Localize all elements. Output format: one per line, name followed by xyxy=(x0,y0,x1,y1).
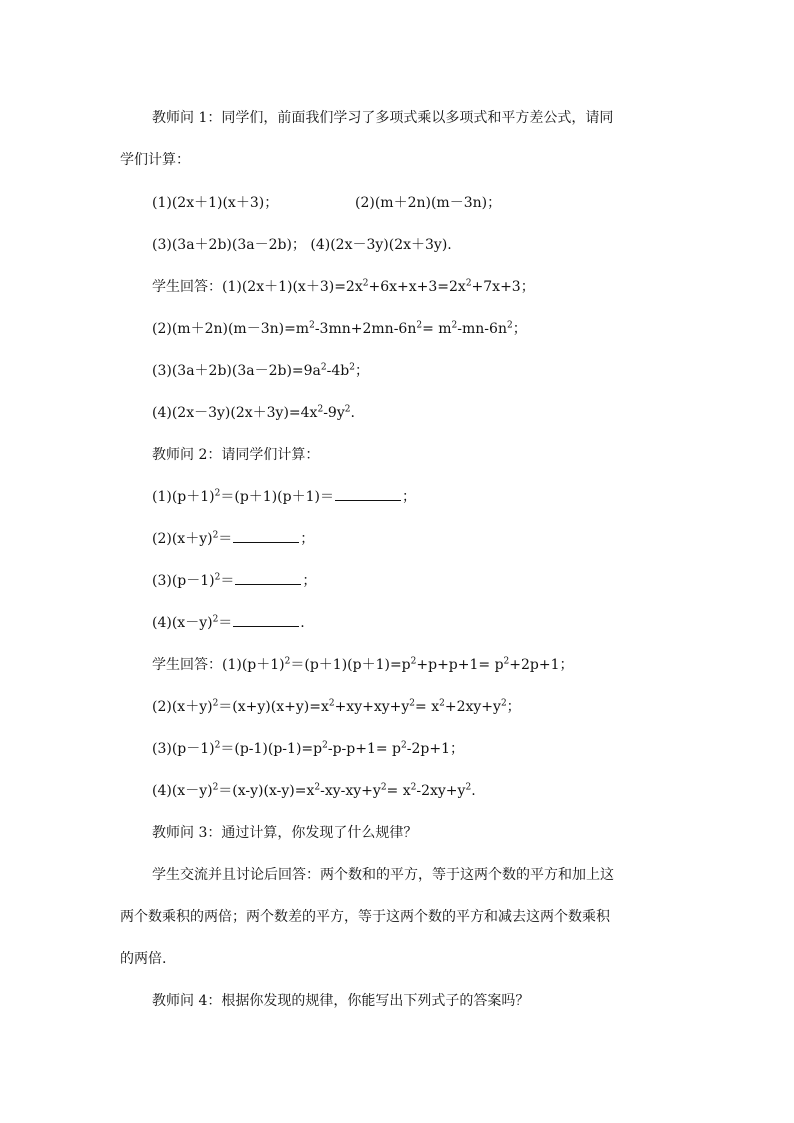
blank-exercise-3: $(3)(p-1)^2=$ ； xyxy=(152,572,317,589)
teacher-question-3: 教师问 3：通过计算，你发现了什么规律？ xyxy=(152,825,418,841)
student-discussion-line-1: 学生交流并且讨论后回答：两个数和的平方，等于这两个数的平方和加上这 xyxy=(152,867,614,883)
teacher-question-2: 教师问 2：请同学们计算： xyxy=(152,447,320,463)
answer-blank xyxy=(235,572,301,585)
teacher-question-4: 教师问 4：根据你发现的规律，你能写出下列式子的答案吗？ xyxy=(152,993,530,1009)
answer-blank xyxy=(335,488,401,501)
student-discussion-line-3: 的两倍. xyxy=(120,951,167,967)
student-reply-4: $(4)(x-y)^2=(x-y)(x-y)=x^2-xy-xy+y^2= x^2-2xy+y^2$. xyxy=(152,782,476,799)
student-answer-1: 学生回答：$(1)(2x+1)(x+3)=2x^2+6x+x+3=2x^2+7x+3$； xyxy=(152,278,535,295)
teacher-question-1-line-1: 教师问 1：同学们，前面我们学习了多项式乘以多项式和平方差公式，请同 xyxy=(152,110,614,126)
blank-exercise-1: $(1)(p+1)^2=(p+1)(p+1)=$ ； xyxy=(152,488,416,505)
blank-exercise-2: $(2)(x+y)^2=$ ； xyxy=(152,530,315,547)
exercise-1: (1)(2x＋1)(x＋3)； xyxy=(152,195,279,211)
exercise-3-4: (3)(3a＋2b)(3a－2b)； (4)(2x－3y)(2x＋3y). xyxy=(152,237,452,253)
answer-blank xyxy=(233,614,299,627)
student-reply-1: 学生回答：$(1)(p+1)^2=(p+1)(p+1)=p^2+p+p+1= p^2+2p+1$； xyxy=(152,656,574,673)
student-reply-2: $(2)(x+y)^2=(x+y)(x+y)=x^2+xy+xy+y^2= x^2+2xy+y^2$； xyxy=(152,698,521,715)
exercise-2: (2)(m＋2n)(m－3n)； xyxy=(355,195,502,211)
student-answer-4: $(4)(2x-3y)(2x+3y)=4x^2-9y^2$. xyxy=(152,404,355,421)
student-discussion-line-2: 两个数乘积的两倍；两个数差的平方，等于这两个数的平方和减去这两个数乘积 xyxy=(120,909,610,925)
teacher-question-1-line-2: 学们计算： xyxy=(120,152,190,168)
blank-exercise-4: $(4)(x-y)^2=$ . xyxy=(152,614,305,631)
student-reply-3: $(3)(p-1)^2=(p-1)(p-1)=p^2-p-p+1= p^2-2p+1$； xyxy=(152,740,464,757)
student-answer-2: $(2)(m+2n)(m-3n)=m^2-3mn+2mn-6n^2= m^2-mn-6n^2$； xyxy=(152,320,527,337)
answer-blank xyxy=(233,530,299,543)
student-answer-3: $(3)(3a+2b)(3a-2b)=9a^2-4b^2$； xyxy=(152,362,369,379)
